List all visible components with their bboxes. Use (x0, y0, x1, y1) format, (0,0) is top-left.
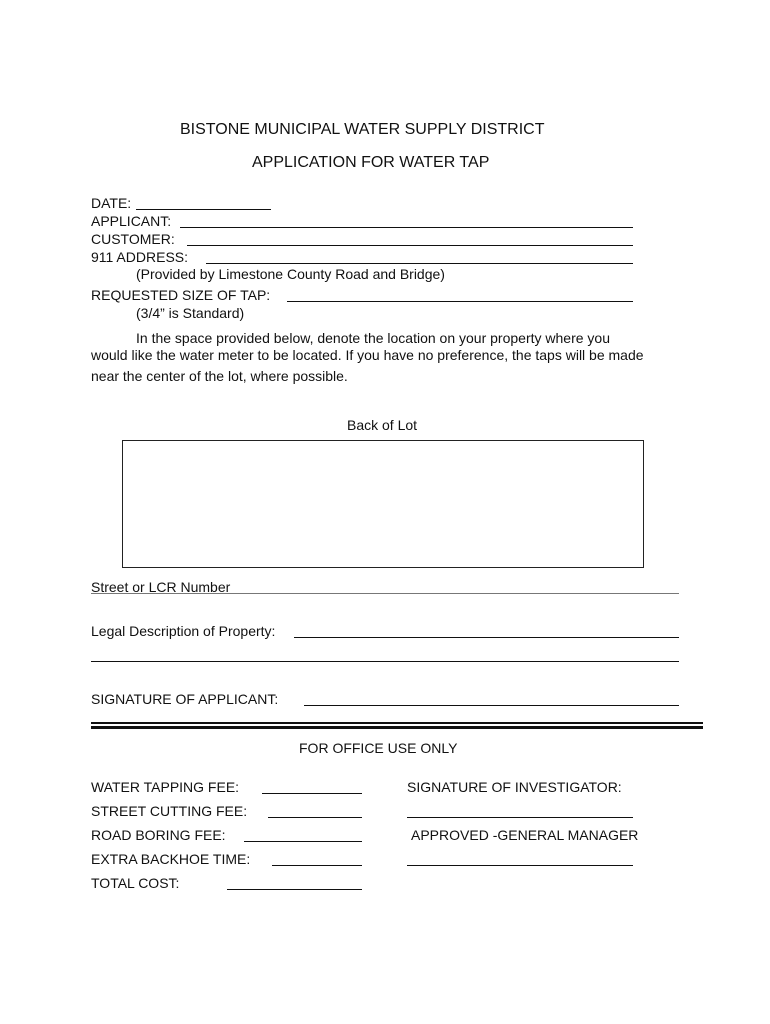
signature-field[interactable] (304, 705, 679, 706)
water-tapping-fee-field[interactable] (262, 793, 362, 794)
instructions-line-1: In the space provided below, denote the location on your property where you (136, 330, 610, 346)
investigator-signature-field[interactable] (407, 817, 633, 818)
total-cost-label: TOTAL COST: (91, 875, 180, 891)
signature-label: SIGNATURE OF APPLICANT: (91, 691, 279, 707)
office-use-heading: FOR OFFICE USE ONLY (299, 740, 458, 756)
street-cutting-fee-label: STREET CUTTING FEE: (91, 803, 248, 819)
tap-size-note: (3/4” is Standard) (136, 305, 245, 321)
applicant-field[interactable] (180, 227, 633, 228)
divider-rule-top (91, 722, 703, 724)
tap-size-label: REQUESTED SIZE OF TAP: (91, 287, 271, 303)
tap-size-field[interactable] (287, 301, 633, 302)
investigator-signature-label: SIGNATURE OF INVESTIGATOR: (407, 779, 622, 795)
total-cost-field[interactable] (227, 889, 362, 890)
divider-rule-bottom (91, 726, 703, 729)
address-note: (Provided by Limestone County Road and Bridge) (136, 266, 445, 282)
lot-drawing-area[interactable] (122, 440, 644, 568)
water-tapping-fee-label: WATER TAPPING FEE: (91, 779, 240, 795)
road-boring-fee-label: ROAD BORING FEE: (91, 827, 226, 843)
customer-field[interactable] (187, 245, 633, 246)
address-label: 911 ADDRESS: (91, 249, 189, 265)
customer-label: CUSTOMER: (91, 231, 175, 247)
date-label: DATE: (91, 195, 132, 211)
general-manager-signature-field[interactable] (407, 865, 633, 866)
date-field[interactable] (136, 209, 271, 210)
legal-description-label: Legal Description of Property: (91, 623, 276, 639)
extra-backhoe-time-field[interactable] (272, 865, 362, 866)
legal-description-field-line-2[interactable] (91, 661, 679, 662)
street-label: Street or LCR Number (91, 579, 231, 595)
street-underline (91, 593, 679, 594)
back-of-lot-label: Back of Lot (347, 417, 418, 433)
applicant-label: APPLICANT: (91, 213, 172, 229)
instructions-line-2: would like the water meter to be located. If you have no preference, the taps will be made (91, 347, 644, 363)
general-manager-approval-label: APPROVED -GENERAL MANAGER (411, 827, 639, 843)
address-field[interactable] (206, 263, 633, 264)
legal-description-field[interactable] (294, 637, 679, 638)
road-boring-fee-field[interactable] (244, 841, 362, 842)
extra-backhoe-time-label: EXTRA BACKHOE TIME: (91, 851, 251, 867)
form-title: APPLICATION FOR WATER TAP (252, 154, 490, 171)
instructions-line-3: near the center of the lot, where possible. (91, 368, 348, 384)
street-cutting-fee-field[interactable] (268, 817, 362, 818)
organization-title: BISTONE MUNICIPAL WATER SUPPLY DISTRICT (180, 121, 545, 138)
